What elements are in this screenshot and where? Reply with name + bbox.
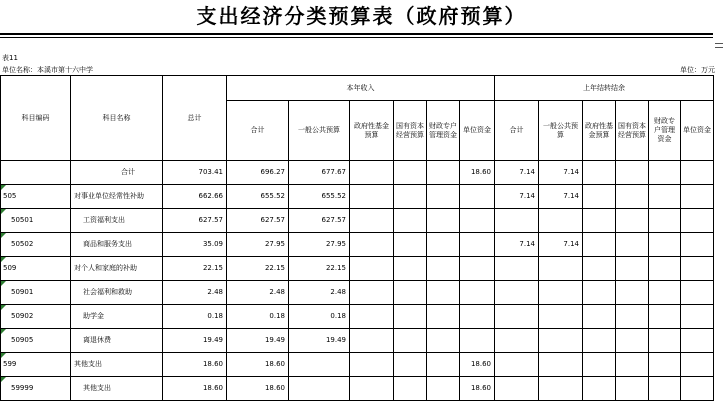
- cell-inc-total[interactable]: 19.49: [227, 329, 289, 353]
- cell-co-fund[interactable]: [583, 161, 616, 185]
- cell-co-fund[interactable]: [583, 377, 616, 401]
- cell-inc-unit[interactable]: [460, 185, 495, 209]
- cell-inc-unit[interactable]: 18.60: [460, 353, 495, 377]
- cell-co-state[interactable]: [616, 257, 649, 281]
- comment-marker-icon: [1, 185, 6, 190]
- cell-inc-special[interactable]: [427, 209, 460, 233]
- title-underline-thin: [0, 37, 713, 38]
- cell-co-total[interactable]: 7.14: [495, 161, 539, 185]
- table-row: [1, 329, 714, 353]
- cell-inc-total[interactable]: 18.60: [227, 377, 289, 401]
- cell-co-unit[interactable]: [681, 185, 714, 209]
- cell-inc-fund[interactable]: [350, 209, 394, 233]
- header-carryover[interactable]: 上年结转结余: [495, 76, 714, 101]
- cell-co-general[interactable]: [539, 209, 583, 233]
- comment-marker-icon: [1, 257, 6, 262]
- cell-inc-total[interactable]: 22.15: [227, 257, 289, 281]
- cell-co-unit[interactable]: [681, 209, 714, 233]
- header-income-state-capital[interactable]: 国有资本经营预算: [394, 101, 427, 161]
- cell-co-unit[interactable]: [681, 281, 714, 305]
- table-row: [1, 281, 714, 305]
- cell-inc-total[interactable]: 696.27: [227, 161, 289, 185]
- cell-total[interactable]: 0.18: [163, 305, 227, 329]
- cell-co-general[interactable]: [539, 329, 583, 353]
- cell-co-general[interactable]: [539, 377, 583, 401]
- cell-code[interactable]: [1, 281, 71, 305]
- split-handle-bottom[interactable]: [715, 47, 723, 48]
- cell-co-total[interactable]: [495, 281, 539, 305]
- cell-name[interactable]: 合计: [71, 161, 163, 185]
- cell-name[interactable]: 对个人和家庭的补助: [71, 257, 163, 281]
- cell-co-state[interactable]: [616, 161, 649, 185]
- cell-code-text: 50501: [11, 216, 34, 224]
- cell-inc-special[interactable]: [427, 185, 460, 209]
- cell-co-fund[interactable]: [583, 209, 616, 233]
- cell-co-unit[interactable]: [681, 233, 714, 257]
- cell-co-total[interactable]: [495, 353, 539, 377]
- cell-inc-fund[interactable]: [350, 281, 394, 305]
- table-row: [1, 377, 714, 401]
- cell-code[interactable]: [1, 209, 71, 233]
- cell-co-general[interactable]: 7.14: [539, 233, 583, 257]
- cell-inc-total[interactable]: 655.52: [227, 185, 289, 209]
- header-carryover-subtotal[interactable]: 合计: [495, 101, 539, 161]
- cell-total[interactable]: 18.60: [163, 353, 227, 377]
- cell-co-total[interactable]: [495, 329, 539, 353]
- cell-total[interactable]: 2.48: [163, 281, 227, 305]
- cell-code-text: 505: [3, 192, 17, 200]
- cell-code[interactable]: [1, 377, 71, 401]
- comment-marker-icon: [1, 209, 6, 214]
- cell-code-text: 50905: [11, 336, 34, 344]
- cell-inc-special[interactable]: [427, 353, 460, 377]
- cell-co-special[interactable]: [649, 305, 681, 329]
- cell-co-special[interactable]: [649, 185, 681, 209]
- cell-co-fund[interactable]: [583, 257, 616, 281]
- cell-inc-special[interactable]: [427, 329, 460, 353]
- comment-marker-icon: [1, 281, 6, 286]
- report-title: 支出经济分类预算表（政府预算）: [196, 4, 527, 28]
- cell-code[interactable]: [1, 161, 71, 185]
- cell-inc-special[interactable]: [427, 305, 460, 329]
- header-current-income[interactable]: 本年收入: [227, 76, 495, 101]
- title-underline: [0, 33, 713, 35]
- cell-inc-state[interactable]: [394, 185, 427, 209]
- cell-name[interactable]: 离退休费: [71, 329, 163, 353]
- cell-name[interactable]: 工资福利支出: [71, 209, 163, 233]
- table-row: [1, 257, 714, 281]
- cell-code[interactable]: [1, 353, 71, 377]
- cell-code-text: 599: [3, 360, 17, 368]
- cell-inc-special[interactable]: [427, 161, 460, 185]
- cell-inc-fund[interactable]: [350, 161, 394, 185]
- header-carryover-state-capital[interactable]: 国有资本经营预算: [616, 101, 649, 161]
- cell-inc-general[interactable]: 2.48: [289, 281, 350, 305]
- cell-inc-general[interactable]: 27.95: [289, 233, 350, 257]
- cell-code-text: 59999: [11, 384, 34, 392]
- budget-table: [0, 75, 714, 401]
- cell-co-total[interactable]: 7.14: [495, 185, 539, 209]
- cell-code-text: 50902: [11, 312, 34, 320]
- cell-co-state[interactable]: [616, 305, 649, 329]
- cell-co-general[interactable]: [539, 281, 583, 305]
- cell-inc-unit[interactable]: 18.60: [460, 377, 495, 401]
- cell-inc-special[interactable]: [427, 377, 460, 401]
- cell-code-text: 50502: [11, 240, 34, 248]
- cell-inc-fund[interactable]: [350, 329, 394, 353]
- cell-code-text: 50901: [11, 288, 34, 296]
- cell-inc-total[interactable]: 627.57: [227, 209, 289, 233]
- header-income-general[interactable]: 一般公共预算: [289, 101, 350, 161]
- cell-inc-general[interactable]: [289, 377, 350, 401]
- cell-inc-total[interactable]: 2.48: [227, 281, 289, 305]
- cell-inc-special[interactable]: [427, 257, 460, 281]
- cell-inc-state[interactable]: [394, 305, 427, 329]
- unit-label: 单位：万元: [680, 66, 715, 74]
- header-carryover-general[interactable]: 一般公共预算: [539, 101, 583, 161]
- cell-inc-general[interactable]: 19.49: [289, 329, 350, 353]
- cell-inc-general[interactable]: 0.18: [289, 305, 350, 329]
- header-code[interactable]: 科目编码: [1, 76, 71, 161]
- cell-inc-general[interactable]: [289, 353, 350, 377]
- cell-inc-general[interactable]: 22.15: [289, 257, 350, 281]
- cell-inc-general[interactable]: 677.67: [289, 161, 350, 185]
- cell-inc-total[interactable]: 0.18: [227, 305, 289, 329]
- split-handle-top[interactable]: [715, 43, 723, 44]
- comment-marker-icon: [1, 329, 6, 334]
- cell-inc-general[interactable]: 627.57: [289, 209, 350, 233]
- cell-co-general[interactable]: [539, 353, 583, 377]
- cell-inc-fund[interactable]: [350, 257, 394, 281]
- cell-inc-state[interactable]: [394, 233, 427, 257]
- cell-total[interactable]: 627.57: [163, 209, 227, 233]
- table-number: 表11: [2, 54, 18, 62]
- cell-co-unit[interactable]: [681, 377, 714, 401]
- cell-co-fund[interactable]: [583, 329, 616, 353]
- comment-marker-icon: [1, 353, 6, 358]
- header-carryover-special-account[interactable]: 财政专户管理资金: [649, 101, 681, 161]
- header-income-special-account[interactable]: 财政专户管理资金: [427, 101, 460, 161]
- cell-inc-state[interactable]: [394, 209, 427, 233]
- cell-inc-unit[interactable]: [460, 329, 495, 353]
- cell-inc-fund[interactable]: [350, 305, 394, 329]
- cell-inc-fund[interactable]: [350, 353, 394, 377]
- cell-co-fund[interactable]: [583, 305, 616, 329]
- table-row: [1, 185, 714, 209]
- cell-code-text: 509: [3, 264, 17, 272]
- cell-name[interactable]: 商品和服务支出: [71, 233, 163, 257]
- cell-co-general[interactable]: [539, 305, 583, 329]
- comment-marker-icon: [1, 233, 6, 238]
- cell-name[interactable]: 其他支出: [71, 353, 163, 377]
- cell-co-special[interactable]: [649, 329, 681, 353]
- cell-code[interactable]: [1, 257, 71, 281]
- cell-inc-total[interactable]: 18.60: [227, 353, 289, 377]
- cell-co-state[interactable]: [616, 377, 649, 401]
- cell-co-special[interactable]: [649, 161, 681, 185]
- cell-inc-fund[interactable]: [350, 377, 394, 401]
- comment-marker-icon: [1, 305, 6, 310]
- cell-co-general[interactable]: [539, 257, 583, 281]
- cell-inc-unit[interactable]: [460, 233, 495, 257]
- cell-co-state[interactable]: [616, 185, 649, 209]
- cell-code[interactable]: [1, 305, 71, 329]
- table-row: [1, 353, 714, 377]
- cell-inc-fund[interactable]: [350, 185, 394, 209]
- header-income-subtotal[interactable]: 合计: [227, 101, 289, 161]
- cell-co-total[interactable]: [495, 209, 539, 233]
- comment-marker-icon: [1, 377, 6, 382]
- cell-co-special[interactable]: [649, 353, 681, 377]
- cell-co-unit[interactable]: [681, 161, 714, 185]
- cell-co-special[interactable]: [649, 209, 681, 233]
- cell-total[interactable]: 22.15: [163, 257, 227, 281]
- cell-co-fund[interactable]: [583, 185, 616, 209]
- cell-name[interactable]: 助学金: [71, 305, 163, 329]
- cell-co-unit[interactable]: [681, 257, 714, 281]
- cell-inc-unit[interactable]: 18.60: [460, 161, 495, 185]
- cell-inc-general[interactable]: 655.52: [289, 185, 350, 209]
- cell-total[interactable]: 19.49: [163, 329, 227, 353]
- cell-co-special[interactable]: [649, 257, 681, 281]
- cell-inc-state[interactable]: [394, 353, 427, 377]
- cell-inc-unit[interactable]: [460, 209, 495, 233]
- cell-co-unit[interactable]: [681, 329, 714, 353]
- cell-co-state[interactable]: [616, 329, 649, 353]
- cell-inc-state[interactable]: [394, 257, 427, 281]
- cell-co-state[interactable]: [616, 233, 649, 257]
- table-row: [1, 305, 714, 329]
- cell-co-unit[interactable]: [681, 353, 714, 377]
- cell-inc-total[interactable]: 27.95: [227, 233, 289, 257]
- cell-total[interactable]: 18.60: [163, 377, 227, 401]
- cell-co-special[interactable]: [649, 281, 681, 305]
- header-income-fund[interactable]: 政府性基金预算: [350, 101, 394, 161]
- cell-code[interactable]: [1, 185, 71, 209]
- cell-co-total[interactable]: [495, 305, 539, 329]
- cell-inc-state[interactable]: [394, 329, 427, 353]
- cell-total[interactable]: 703.41: [163, 161, 227, 185]
- cell-code[interactable]: [1, 233, 71, 257]
- cell-inc-state[interactable]: [394, 161, 427, 185]
- cell-co-general[interactable]: 7.14: [539, 185, 583, 209]
- cell-inc-state[interactable]: [394, 377, 427, 401]
- table-row: [1, 209, 714, 233]
- cell-co-state[interactable]: [616, 281, 649, 305]
- cell-inc-unit[interactable]: [460, 257, 495, 281]
- cell-co-special[interactable]: [649, 377, 681, 401]
- header-carryover-fund[interactable]: 政府性基金预算: [583, 101, 616, 161]
- cell-inc-special[interactable]: [427, 233, 460, 257]
- cell-inc-special[interactable]: [427, 281, 460, 305]
- cell-co-total[interactable]: [495, 377, 539, 401]
- table-row: [1, 233, 714, 257]
- cell-inc-fund[interactable]: [350, 233, 394, 257]
- cell-co-general[interactable]: 7.14: [539, 161, 583, 185]
- cell-co-total[interactable]: [495, 257, 539, 281]
- cell-co-state[interactable]: [616, 209, 649, 233]
- cell-code[interactable]: [1, 329, 71, 353]
- cell-co-special[interactable]: [649, 233, 681, 257]
- cell-name[interactable]: 社会福利和救助: [71, 281, 163, 305]
- cell-inc-unit[interactable]: [460, 305, 495, 329]
- cell-co-fund[interactable]: [583, 353, 616, 377]
- header-name[interactable]: 科目名称: [71, 76, 163, 161]
- header-total[interactable]: 总计: [163, 76, 227, 161]
- cell-inc-state[interactable]: [394, 281, 427, 305]
- cell-inc-unit[interactable]: [460, 281, 495, 305]
- cell-total[interactable]: 662.66: [163, 185, 227, 209]
- header-income-unit-funds[interactable]: 单位资金: [460, 101, 495, 161]
- cell-name[interactable]: 其他支出: [71, 377, 163, 401]
- cell-co-state[interactable]: [616, 353, 649, 377]
- cell-co-total[interactable]: 7.14: [495, 233, 539, 257]
- cell-total[interactable]: 35.09: [163, 233, 227, 257]
- cell-name[interactable]: 对事业单位经常性补助: [71, 185, 163, 209]
- cell-co-fund[interactable]: [583, 281, 616, 305]
- header-carryover-unit-funds[interactable]: 单位资金: [681, 101, 714, 161]
- table-row: [1, 161, 714, 185]
- unit-name: 单位名称：本溪市第十六中学: [2, 66, 93, 74]
- cell-co-unit[interactable]: [681, 305, 714, 329]
- cell-co-fund[interactable]: [583, 233, 616, 257]
